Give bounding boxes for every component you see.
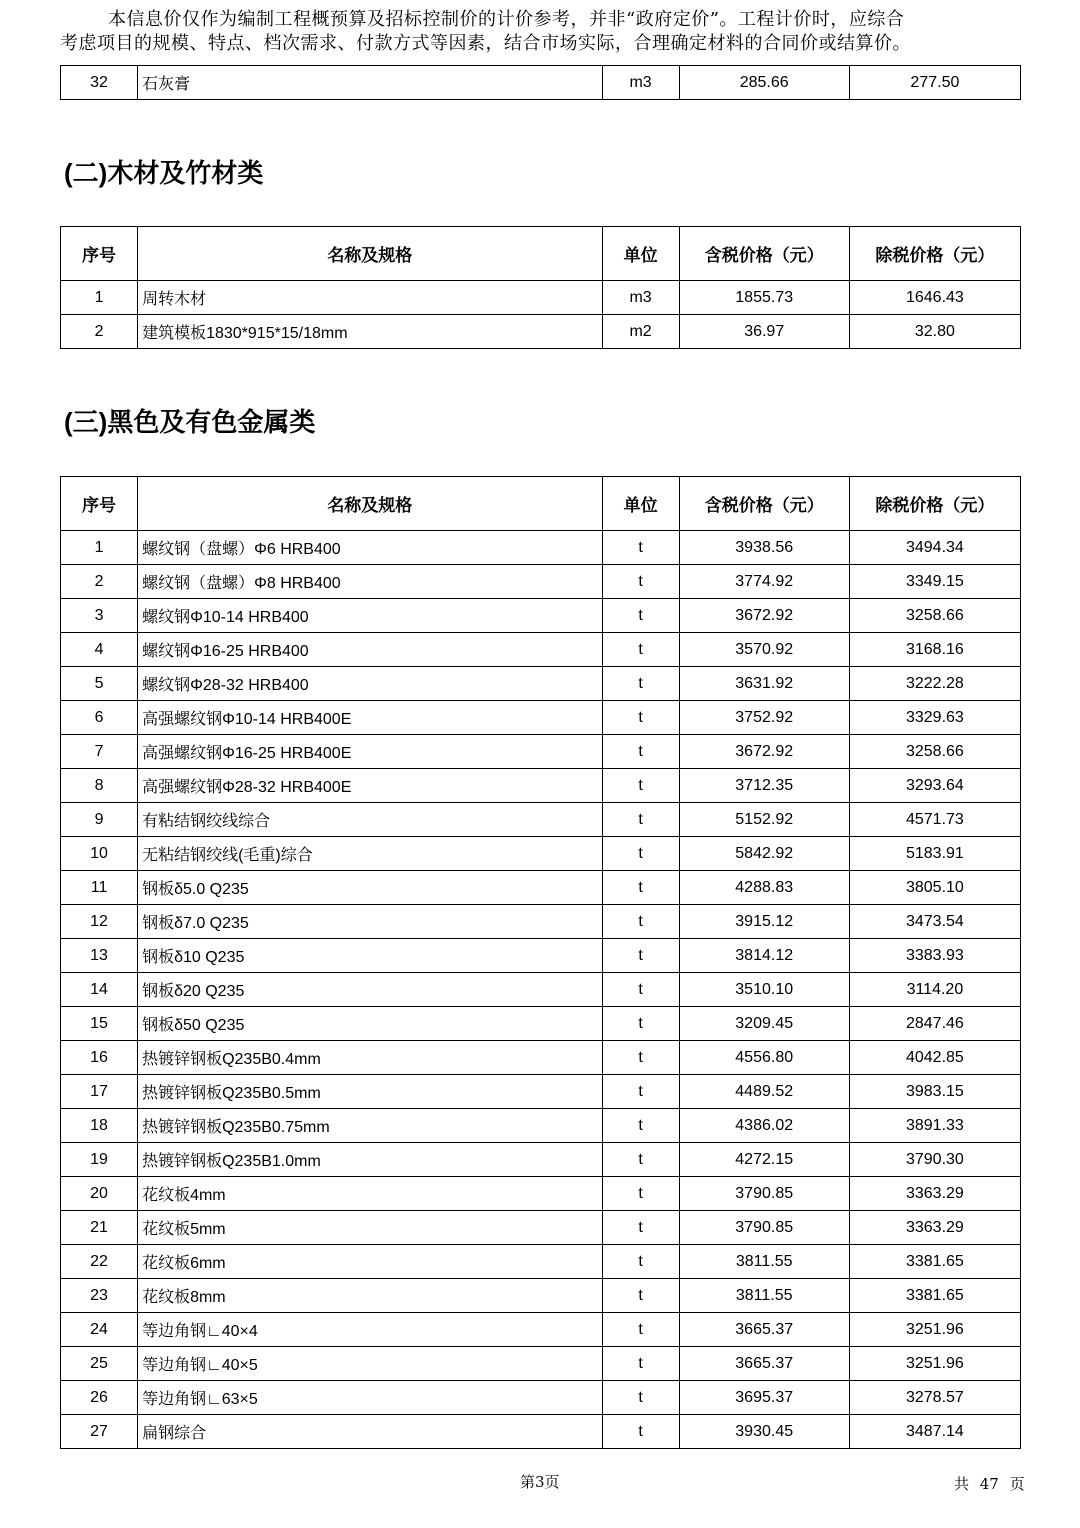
cell-name: 等边角钢∟40×5 <box>138 1347 602 1381</box>
cell-notax-price: 3487.14 <box>849 1415 1020 1449</box>
cell-notax-price: 3805.10 <box>849 871 1020 905</box>
cell-no: 12 <box>61 905 138 939</box>
table-row <box>61 1381 1021 1415</box>
cell-no: 6 <box>61 701 138 735</box>
cell-no: 26 <box>61 1381 138 1415</box>
cell-notax-price: 3168.16 <box>849 633 1020 667</box>
cell-unit: t <box>602 939 679 973</box>
cell-notax-price: 3222.28 <box>849 667 1020 701</box>
cell-no: 20 <box>61 1177 138 1211</box>
cell-tax-price: 3570.92 <box>679 633 849 667</box>
cell-name: 螺纹钢（盘螺）Φ6 HRB400 <box>138 531 602 565</box>
cell-tax-price: 3790.85 <box>679 1211 849 1245</box>
metals-table-body <box>61 531 1021 1449</box>
header-unit: 单位 <box>602 477 679 531</box>
table-row <box>61 565 1021 599</box>
cell-tax-price: 3510.10 <box>679 973 849 1007</box>
table-row <box>61 973 1021 1007</box>
cell-notax-price: 32.80 <box>849 315 1020 349</box>
cell-unit: t <box>602 1245 679 1279</box>
cell-notax-price: 3251.96 <box>849 1347 1020 1381</box>
cell-no: 2 <box>61 565 138 599</box>
table-row <box>61 66 1021 100</box>
cell-unit: t <box>602 633 679 667</box>
cell-tax-price: 1855.73 <box>679 281 849 315</box>
cell-name: 钢板δ10 Q235 <box>138 939 602 973</box>
cell-no: 10 <box>61 837 138 871</box>
cell-tax-price: 3695.37 <box>679 1381 849 1415</box>
table-row <box>61 803 1021 837</box>
cell-tax-price: 285.66 <box>679 66 849 100</box>
table-row <box>61 1211 1021 1245</box>
page-number: 第3页 <box>520 1473 560 1491</box>
cell-no: 32 <box>61 66 138 100</box>
cell-unit: t <box>602 565 679 599</box>
cell-name: 高强螺纹钢Φ28-32 HRB400E <box>138 769 602 803</box>
cell-tax-price: 4288.83 <box>679 871 849 905</box>
cell-no: 7 <box>61 735 138 769</box>
cell-unit: t <box>602 1109 679 1143</box>
cell-name: 钢板δ20 Q235 <box>138 973 602 1007</box>
table-row <box>61 531 1021 565</box>
table-row <box>61 281 1021 315</box>
table-row <box>61 1075 1021 1109</box>
header-notax-price: 除税价格（元） <box>849 477 1020 531</box>
cell-unit: t <box>602 735 679 769</box>
metals-table <box>60 476 1021 1449</box>
cell-unit: t <box>602 1347 679 1381</box>
cell-unit: t <box>602 701 679 735</box>
table-header-row <box>61 227 1021 281</box>
table-row <box>61 1279 1021 1313</box>
table-row <box>61 939 1021 973</box>
cell-tax-price: 3752.92 <box>679 701 849 735</box>
cell-no: 1 <box>61 281 138 315</box>
cell-tax-price: 5152.92 <box>679 803 849 837</box>
cell-unit: t <box>602 769 679 803</box>
cell-name: 等边角钢∟40×4 <box>138 1313 602 1347</box>
table-row <box>61 667 1021 701</box>
cell-notax-price: 3349.15 <box>849 565 1020 599</box>
table-row <box>61 1143 1021 1177</box>
cell-name: 花纹板6mm <box>138 1245 602 1279</box>
cell-unit: m3 <box>602 66 679 100</box>
carryover-table <box>60 65 1021 100</box>
cell-no: 14 <box>61 973 138 1007</box>
table-row <box>61 701 1021 735</box>
cell-notax-price: 3381.65 <box>849 1245 1020 1279</box>
cell-notax-price: 4571.73 <box>849 803 1020 837</box>
cell-tax-price: 4556.80 <box>679 1041 849 1075</box>
table-row <box>61 315 1021 349</box>
cell-notax-price: 5183.91 <box>849 837 1020 871</box>
cell-name: 螺纹钢Φ28-32 HRB400 <box>138 667 602 701</box>
cell-unit: t <box>602 905 679 939</box>
cell-notax-price: 277.50 <box>849 66 1020 100</box>
cell-unit: t <box>602 871 679 905</box>
cell-notax-price: 3114.20 <box>849 973 1020 1007</box>
wood-bamboo-table-body <box>61 281 1021 349</box>
cell-notax-price: 1646.43 <box>849 281 1020 315</box>
header-name: 名称及规格 <box>138 227 602 281</box>
cell-name: 热镀锌钢板Q235B0.75mm <box>138 1109 602 1143</box>
table-row <box>61 837 1021 871</box>
cell-name: 热镀锌钢板Q235B0.5mm <box>138 1075 602 1109</box>
table-row <box>61 1415 1021 1449</box>
table-row <box>61 769 1021 803</box>
cell-unit: t <box>602 1177 679 1211</box>
table-row <box>61 1245 1021 1279</box>
cell-tax-price: 3665.37 <box>679 1347 849 1381</box>
cell-notax-price: 3329.63 <box>849 701 1020 735</box>
cell-tax-price: 4386.02 <box>679 1109 849 1143</box>
cell-notax-price: 3278.57 <box>849 1381 1020 1415</box>
cell-name: 螺纹钢Φ10-14 HRB400 <box>138 599 602 633</box>
cell-unit: t <box>602 973 679 1007</box>
header-notax-price: 除税价格（元） <box>849 227 1020 281</box>
disclaimer-line-2: 考虑项目的规模、特点、档次需求、付款方式等因素，结合市场实际，合理确定材料的合同价或结算价。 <box>60 33 911 54</box>
cell-tax-price: 3672.92 <box>679 735 849 769</box>
cell-unit: t <box>602 1007 679 1041</box>
cell-name: 高强螺纹钢Φ16-25 HRB400E <box>138 735 602 769</box>
cell-notax-price: 3363.29 <box>849 1177 1020 1211</box>
cell-no: 17 <box>61 1075 138 1109</box>
cell-no: 25 <box>61 1347 138 1381</box>
cell-unit: t <box>602 1279 679 1313</box>
table-row <box>61 1347 1021 1381</box>
cell-notax-price: 2847.46 <box>849 1007 1020 1041</box>
cell-name: 石灰膏 <box>138 66 602 100</box>
cell-no: 13 <box>61 939 138 973</box>
table-row <box>61 735 1021 769</box>
cell-tax-price: 3915.12 <box>679 905 849 939</box>
table-row <box>61 1109 1021 1143</box>
cell-name: 扁钢综合 <box>138 1415 602 1449</box>
cell-name: 无粘结钢绞线(毛重)综合 <box>138 837 602 871</box>
cell-notax-price: 3381.65 <box>849 1279 1020 1313</box>
cell-tax-price: 3209.45 <box>679 1007 849 1041</box>
cell-tax-price: 4489.52 <box>679 1075 849 1109</box>
header-no: 序号 <box>61 227 138 281</box>
cell-tax-price: 3774.92 <box>679 565 849 599</box>
table-row <box>61 1313 1021 1347</box>
carryover-table-body <box>61 66 1021 100</box>
cell-tax-price: 3712.35 <box>679 769 849 803</box>
cell-name: 等边角钢∟63×5 <box>138 1381 602 1415</box>
cell-notax-price: 3891.33 <box>849 1109 1020 1143</box>
table-row <box>61 633 1021 667</box>
cell-no: 4 <box>61 633 138 667</box>
wood-bamboo-table <box>60 226 1021 349</box>
section-title-wood-bamboo: (二)木材及竹材类 <box>64 158 264 188</box>
cell-notax-price: 3983.15 <box>849 1075 1020 1109</box>
cell-tax-price: 3811.55 <box>679 1279 849 1313</box>
cell-no: 1 <box>61 531 138 565</box>
cell-notax-price: 3383.93 <box>849 939 1020 973</box>
cell-name: 花纹板8mm <box>138 1279 602 1313</box>
cell-tax-price: 3672.92 <box>679 599 849 633</box>
cell-notax-price: 4042.85 <box>849 1041 1020 1075</box>
cell-notax-price: 3363.29 <box>849 1211 1020 1245</box>
cell-no: 24 <box>61 1313 138 1347</box>
cell-no: 3 <box>61 599 138 633</box>
cell-name: 高强螺纹钢Φ10-14 HRB400E <box>138 701 602 735</box>
cell-name: 钢板δ50 Q235 <box>138 1007 602 1041</box>
cell-notax-price: 3258.66 <box>849 599 1020 633</box>
cell-no: 23 <box>61 1279 138 1313</box>
cell-name: 花纹板4mm <box>138 1177 602 1211</box>
table-row <box>61 905 1021 939</box>
table-row <box>61 871 1021 905</box>
cell-tax-price: 3814.12 <box>679 939 849 973</box>
cell-no: 15 <box>61 1007 138 1041</box>
cell-tax-price: 3665.37 <box>679 1313 849 1347</box>
cell-no: 2 <box>61 315 138 349</box>
cell-notax-price: 3494.34 <box>849 531 1020 565</box>
cell-tax-price: 3790.85 <box>679 1177 849 1211</box>
cell-unit: t <box>602 1143 679 1177</box>
cell-no: 8 <box>61 769 138 803</box>
section-title-metals: (三)黑色及有色金属类 <box>64 407 316 437</box>
cell-unit: t <box>602 531 679 565</box>
cell-unit: t <box>602 667 679 701</box>
cell-unit: t <box>602 599 679 633</box>
cell-name: 周转木材 <box>138 281 602 315</box>
cell-name: 螺纹钢（盘螺）Φ8 HRB400 <box>138 565 602 599</box>
cell-tax-price: 3811.55 <box>679 1245 849 1279</box>
cell-name: 钢板δ5.0 Q235 <box>138 871 602 905</box>
cell-no: 16 <box>61 1041 138 1075</box>
header-tax-price: 含税价格（元） <box>679 227 849 281</box>
cell-name: 建筑模板1830*915*15/18mm <box>138 315 602 349</box>
cell-no: 11 <box>61 871 138 905</box>
cell-unit: t <box>602 803 679 837</box>
cell-unit: t <box>602 1415 679 1449</box>
cell-no: 19 <box>61 1143 138 1177</box>
cell-no: 27 <box>61 1415 138 1449</box>
disclaimer-notice <box>60 8 1020 56</box>
table-row <box>61 1007 1021 1041</box>
header-unit: 单位 <box>602 227 679 281</box>
cell-unit: t <box>602 1075 679 1109</box>
table-row <box>61 599 1021 633</box>
cell-tax-price: 4272.15 <box>679 1143 849 1177</box>
cell-unit: m3 <box>602 281 679 315</box>
cell-notax-price: 3293.64 <box>849 769 1020 803</box>
cell-notax-price: 3258.66 <box>849 735 1020 769</box>
cell-unit: t <box>602 1313 679 1347</box>
cell-notax-price: 3251.96 <box>849 1313 1020 1347</box>
cell-name: 有粘结钢绞线综合 <box>138 803 602 837</box>
cell-notax-price: 3473.54 <box>849 905 1020 939</box>
cell-name: 热镀锌钢板Q235B1.0mm <box>138 1143 602 1177</box>
header-name: 名称及规格 <box>138 477 602 531</box>
cell-name: 钢板δ7.0 Q235 <box>138 905 602 939</box>
cell-unit: t <box>602 1381 679 1415</box>
cell-no: 9 <box>61 803 138 837</box>
cell-no: 21 <box>61 1211 138 1245</box>
cell-tax-price: 3631.92 <box>679 667 849 701</box>
cell-no: 18 <box>61 1109 138 1143</box>
page-total: 共 47 页 <box>954 1475 1025 1493</box>
cell-unit: t <box>602 1041 679 1075</box>
cell-tax-price: 5842.92 <box>679 837 849 871</box>
table-header-row <box>61 477 1021 531</box>
cell-name: 热镀锌钢板Q235B0.4mm <box>138 1041 602 1075</box>
cell-name: 螺纹钢Φ16-25 HRB400 <box>138 633 602 667</box>
cell-unit: m2 <box>602 315 679 349</box>
cell-name: 花纹板5mm <box>138 1211 602 1245</box>
cell-tax-price: 36.97 <box>679 315 849 349</box>
header-tax-price: 含税价格（元） <box>679 477 849 531</box>
disclaimer-line-1: 本信息价仅作为编制工程概预算及招标控制价的计价参考，并非“政府定价”。工程计价时，应综合 <box>108 9 905 30</box>
header-no: 序号 <box>61 477 138 531</box>
cell-unit: t <box>602 837 679 871</box>
cell-no: 5 <box>61 667 138 701</box>
cell-unit: t <box>602 1211 679 1245</box>
cell-notax-price: 3790.30 <box>849 1143 1020 1177</box>
table-row <box>61 1041 1021 1075</box>
table-row <box>61 1177 1021 1211</box>
cell-no: 22 <box>61 1245 138 1279</box>
cell-tax-price: 3930.45 <box>679 1415 849 1449</box>
cell-tax-price: 3938.56 <box>679 531 849 565</box>
